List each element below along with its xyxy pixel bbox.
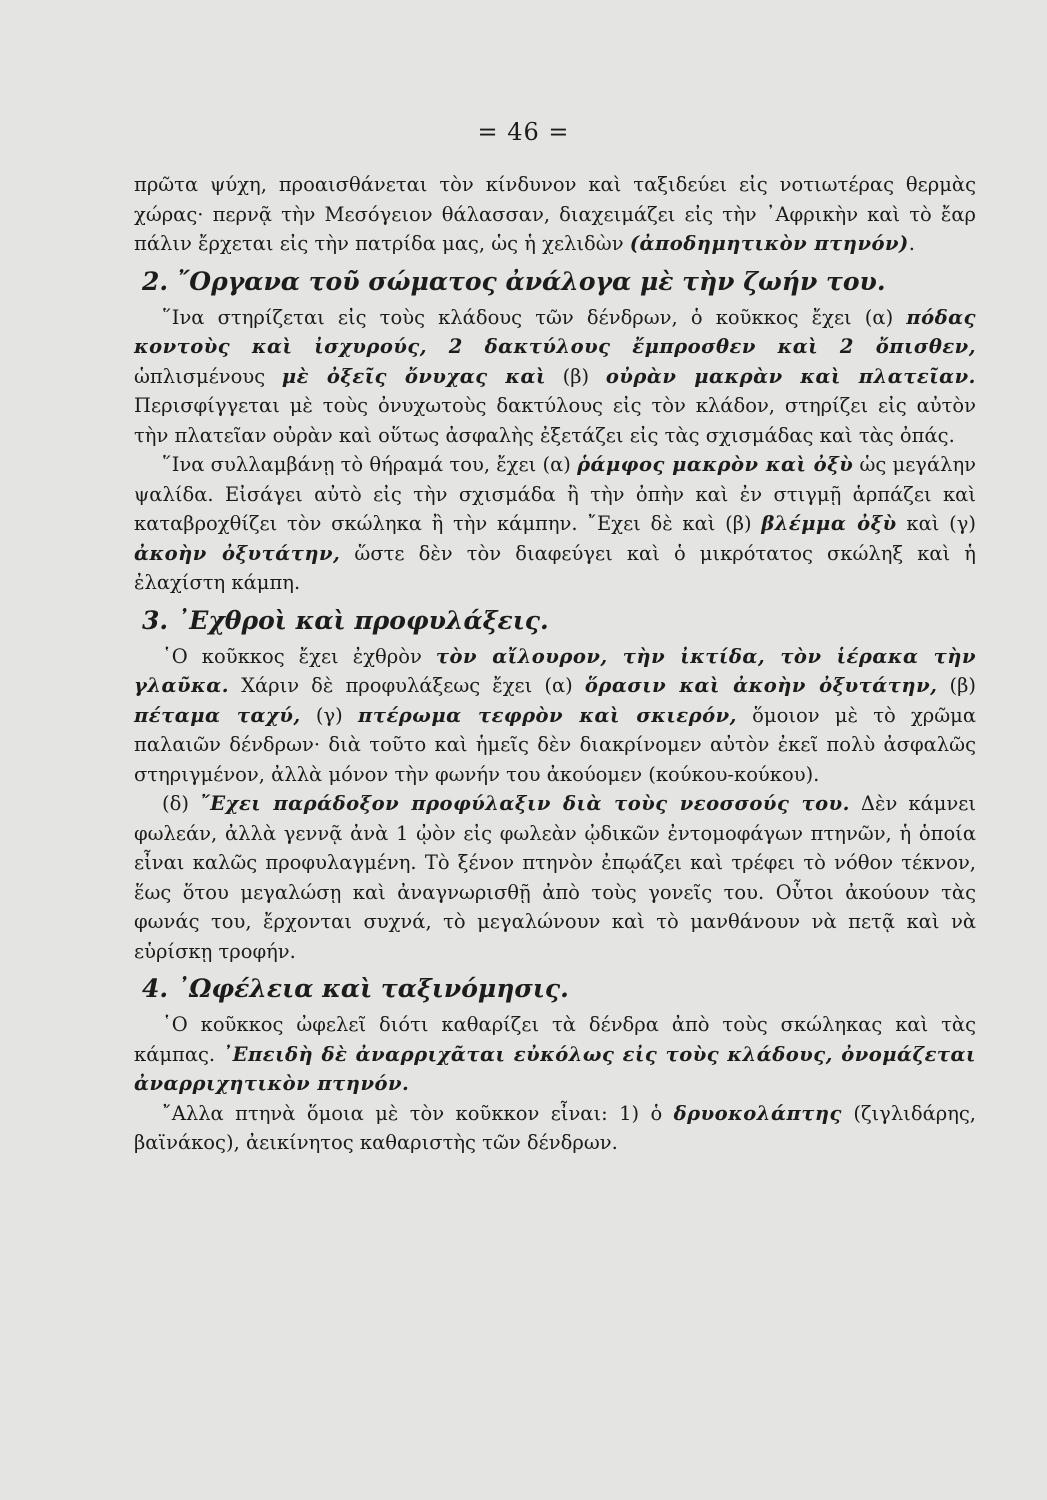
paragraph-migration: πρῶτα ψύχη, προαισθάνεται τὸν κίνδυνον καὶ ταξιδεύει εἰς νοτιωτέρας θερμὰς χώρας· περνᾷ τὴν Μεσόγειον θάλασσαν, διαχειμάζει εἰς τὴν ᾿Αφρικὴν καὶ τὸ ἔαρ πάλιν ἔρχεται εἰς τὴν πατρίδα μας, ὡς ἡ χελιδὼν (ἀποδημητικὸν πτηνόν). [134, 173, 976, 255]
paragraph-beak-senses: ῞Ινα συλλαμβάνῃ τὸ θήραμά του, ἔχει (α) ῥάμφος μακρὸν καὶ ὀξὺ ὡς μεγάλην ψαλίδα. Εἰσάγει αὐτὸ εἰς τὴν σχισμάδα ἢ τὴν ὀπὴν καὶ ἐν στιγμῇ ἁρπάζει καὶ καταβροχθίζει τὸν σκώληκα ἢ τὴν κάμπην. ῎Εχει δὲ καὶ (β) βλέμμα ὀξὺ καὶ (γ) ἀκοὴν ὀξυτάτην, ὥστε δὲν τὸν διαφεύγει καὶ ὁ μικρότατος σκώληξ καὶ ἡ ἐλαχίστη κάμπη. [134, 453, 977, 594]
section-heading-benefit: 4. ᾿Ωφέλεια καὶ ταξινόμησις. [142, 974, 569, 1003]
paragraph-similar-birds: ῎Αλλα πτηνὰ ὅμοια μὲ τὸν κοῦκκον εἶναι: 1) ὁ δρυοκολάπτης (ζιγλιδάρης, βαϊνάκος), ἀεικίνητος καθαριστὴς τῶν δένδρων. [134, 1101, 976, 1154]
paragraph-benefit: ῾Ο κοῦκκος ὠφελεῖ διότι καθαρίζει τὰ δένδρα ἀπὸ τοὺς σκώληκας καὶ τὰς κάμπας. ᾿Επειδὴ δὲ ἀναρριχᾶται εὐκόλως εἰς τοὺς κλάδους, ὀνομάζεται ἀναρριχητικὸν πτηνόν. [134, 1013, 976, 1095]
section-heading-organs: 2. ῎Οργανα τοῦ σώματος ἀνάλογα μὲ τὴν ζωήν του. [142, 266, 886, 296]
page-body [134, 170, 976, 1158]
paragraph-feet-tail: ῞Ινα στηρίζεται εἰς τοὺς κλάδους τῶν δένδρων, ὁ κοῦκκος ἔχει (α) πόδας κοντοὺς καὶ ἰσχυρούς, 2 δακτύλους ἔμπροσθεν καὶ 2 ὄπισθεν, ὡπλισμένους μὲ ὀξεῖς ὄνυχας καὶ (β) οὐρὰν μακρὰν καὶ πλατεῖαν. Περισφίγγεται μὲ τοὺς ὀνυχωτοὺς δακτύλους εἰς τὸν κλάδον, στηρίζει εἰς αὐτὸν τὴν πλατεῖαν οὐρὰν καὶ οὕτως ἀσφαλὴς ἐξετάζει εἰς τὰς σχισμάδας καὶ τὰς ὀπάς. [134, 305, 976, 447]
page-number: = 46 = [477, 118, 570, 146]
section-heading-enemies: 3. ᾿Εχθροὶ καὶ προφυλάξεις. [142, 605, 549, 635]
paragraph-nestlings: (δ) ῎Εχει παράδοξον προφύλαξιν διὰ τοὺς νεοσσούς του. Δὲν κάμνει φωλεάν, ἀλλὰ γεννᾷ ἀνὰ 1 ᾠὸν εἰς φωλεὰν ᾠδικῶν ἐντομοφάγων πτηνῶν, ἡ ὁποία εἶναι καλῶς προφυλαγμένη. Τὸ ξένον πτηνὸν ἐπῳάζει καὶ τρέφει τὸ νόθον τέκνον, ἕως ὅτου μεγαλώσῃ καὶ ἀναγνωρισθῇ ἀπὸ τοὺς γονεῖς του. Οὗτοι ἀκούουν τὰς φωνάς του, ἔρχονται συχνά, τὸ μεγαλώνουν καὶ τὸ μανθάνουν νὰ πετᾷ καὶ νὰ εὑρίσκῃ τροφήν. [134, 792, 976, 963]
paragraph-enemies: ῾Ο κοῦκκος ἔχει ἐχθρὸν τὸν αἴλουρον, τὴν ἰκτίδα, τὸν ἱέρακα τὴν γλαῦκα. Χάριν δὲ προφυλάξεως ἔχει (α) ὅρασιν καὶ ἀκοὴν ὀξυτάτην, (β) πέταμα ταχύ, (γ) πτέρωμα τεφρὸν καὶ σκιερόν, ὅμοιον μὲ τὸ χρῶμα παλαιῶν δένδρων· διὰ τοῦτο καὶ ἡμεῖς δὲν διακρίνομεν αὐτὸν ἐκεῖ πολὺ ἀσφαλῶς στηριγμένον, ἀλλὰ μόνον τὴν φωνήν του ἀκούομεν (κούκου-κούκου). [134, 644, 977, 786]
